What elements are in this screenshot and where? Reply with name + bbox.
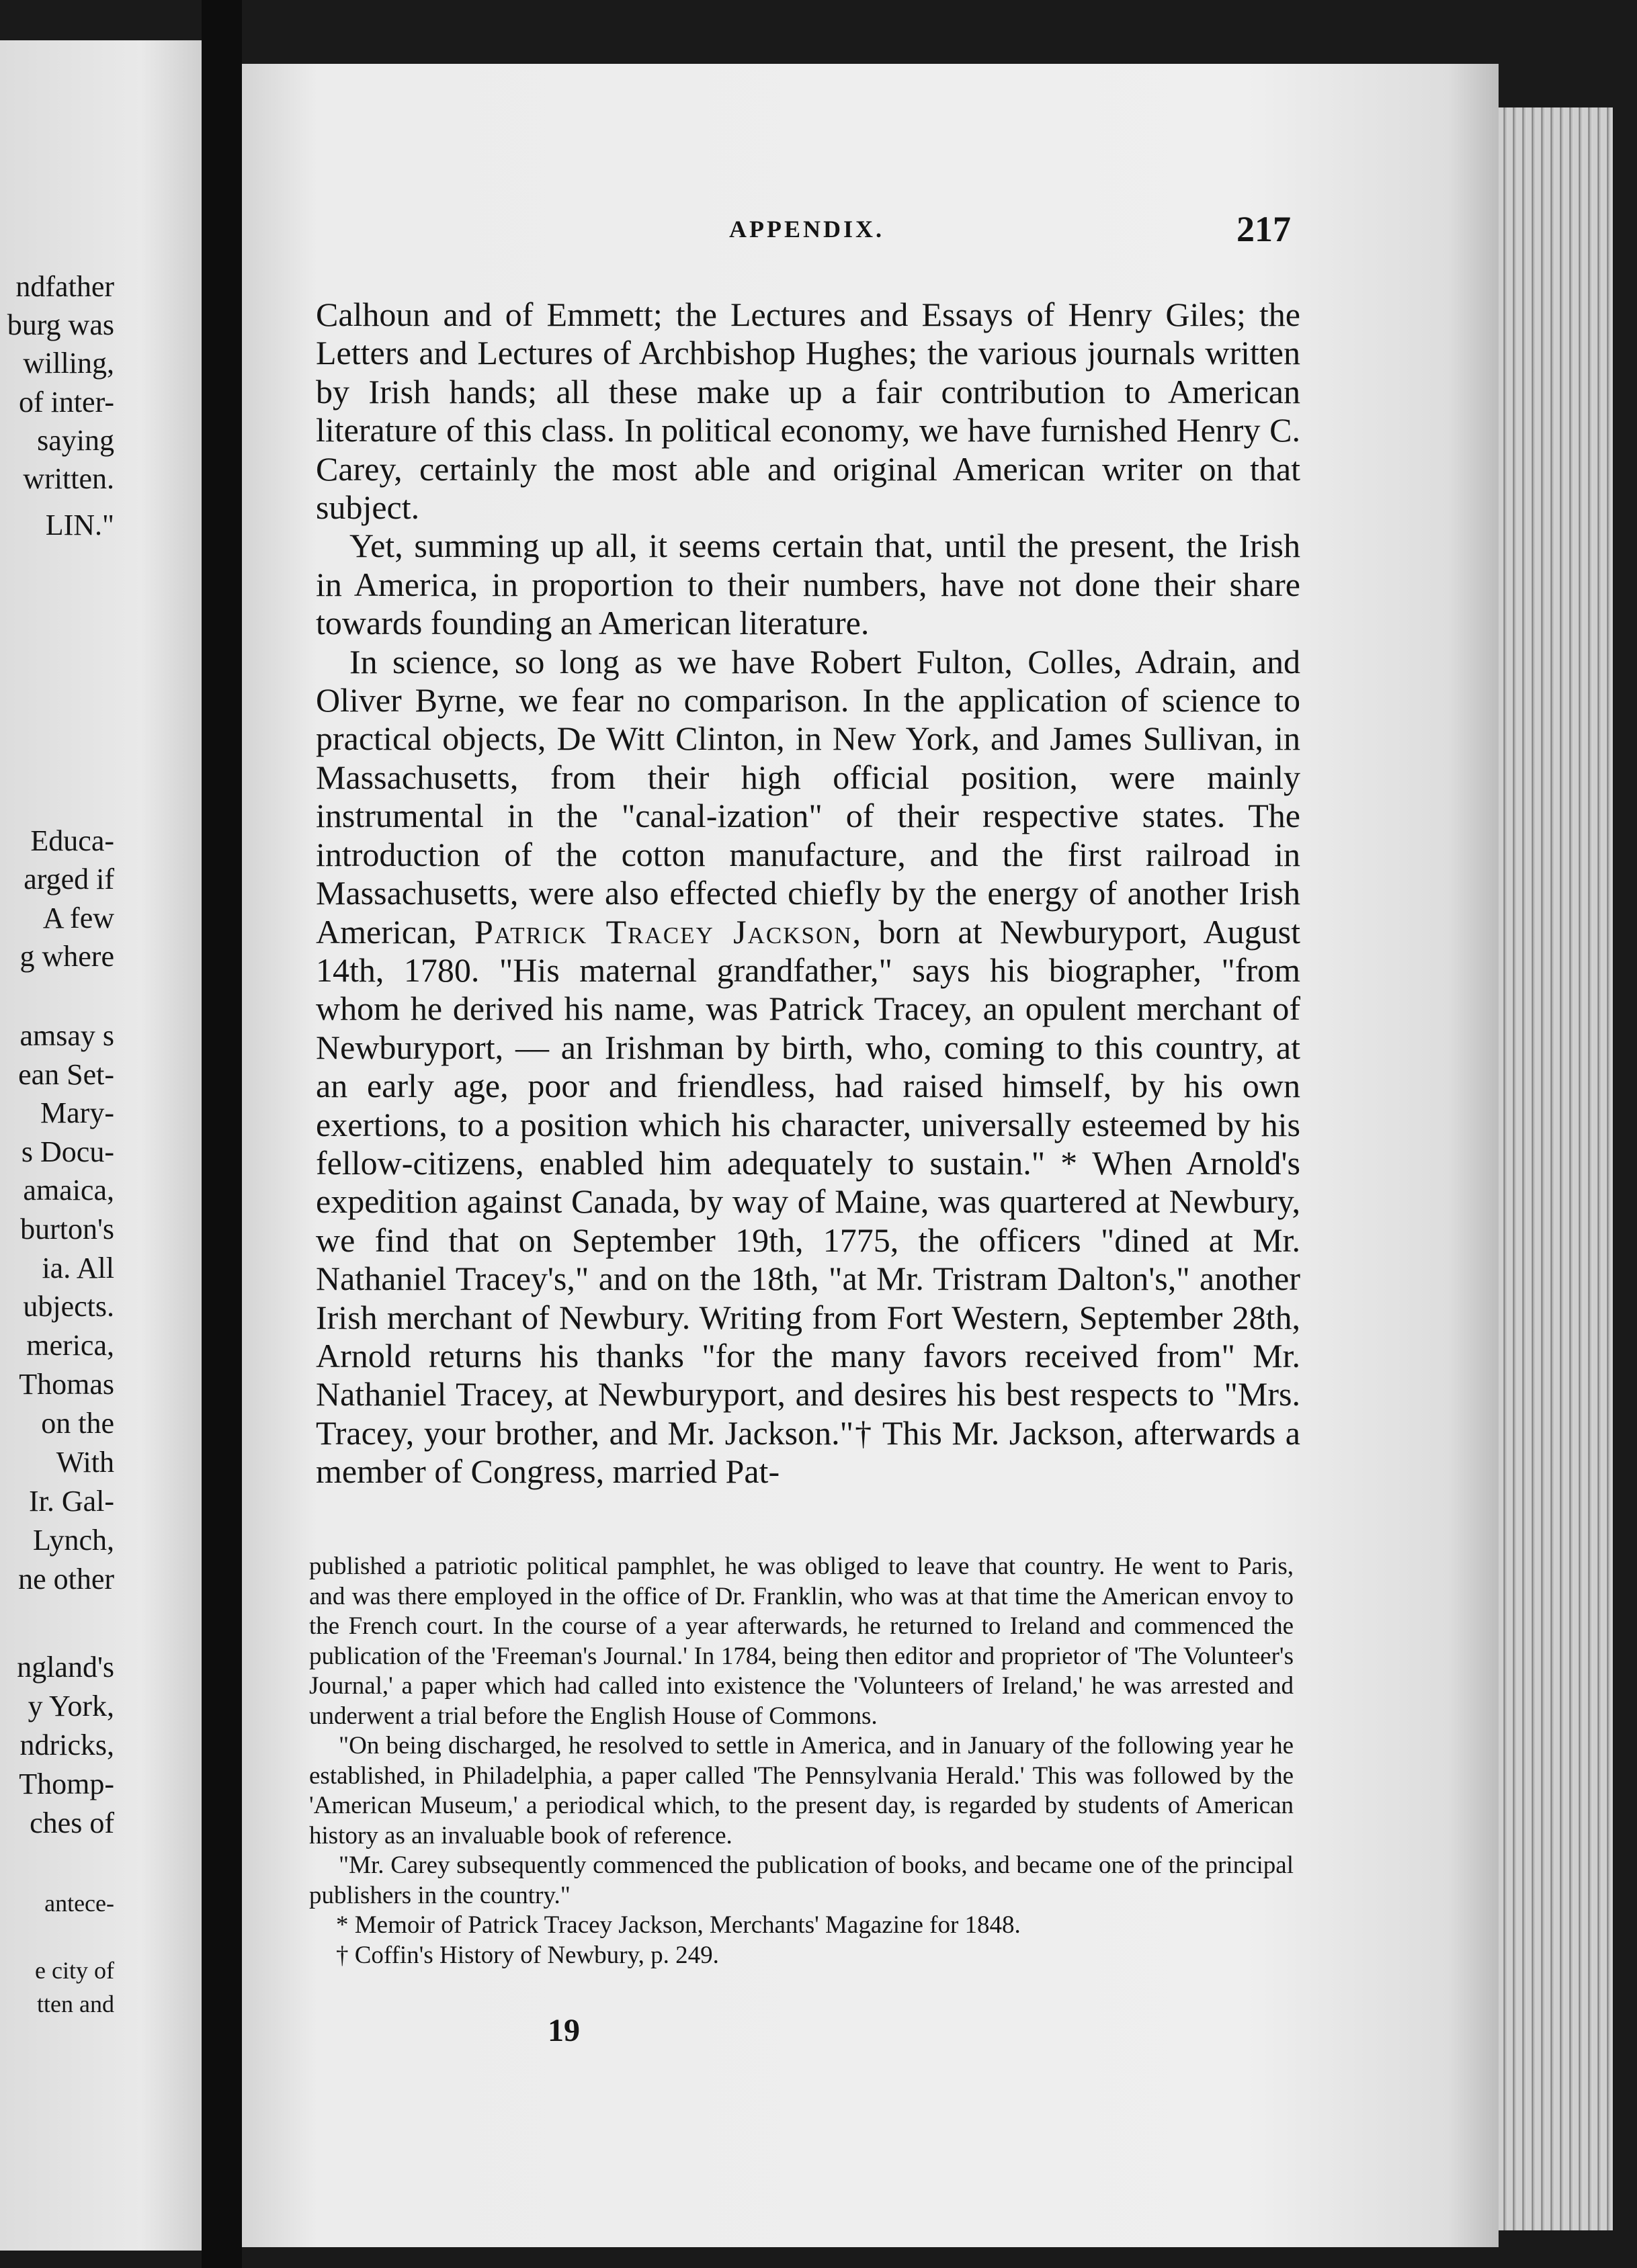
person-name-small-caps: Patrick Tracey Jackson: [474, 912, 853, 951]
facing-page-line-fragment: ches of: [30, 1806, 114, 1839]
facing-page-line-fragment: Educa-: [30, 824, 114, 857]
facing-page-line-fragment: Mary-: [40, 1096, 114, 1129]
facing-page-line-fragment: ia. All: [42, 1252, 114, 1284]
footnote-star: * Memoir of Patrick Tracey Jackson, Merchants' Magazine for 1848.: [336, 1911, 1021, 1939]
facing-page-line-fragment: written.: [23, 462, 114, 495]
page-edges: [1499, 107, 1613, 2230]
facing-page-line-fragment: Lynch,: [33, 1524, 114, 1557]
facing-page-line-fragment: amsay s: [19, 1019, 114, 1052]
facing-page-line-fragment: ngland's: [17, 1651, 114, 1684]
facing-page-line-fragment: LIN.": [45, 509, 114, 541]
body-paragraph-continuation: , born at Newburyport, August 14th, 1780. "His maternal grandfather," says his biographer, "from whom he derived his name, was Patrick Tracey, an opulent merchant of Newburyport, — an Irishman by birth, who, coming to this country, at an early age, poor and friendless, had raised himself, by his own exertions, to a position which his character, universally esteemed by his fellow-citizens, enabled him adequately to sustain." * When Arnold's expedition against Canada, by way of Maine, was quartered at Newbury, we find that on September 19th, 1775, the officers "dined at Mr. Nathaniel Tracey's," and on the 18th, "at Mr. Tristram Dalton's," another Irish merchant of Newbury. Writing from Fort Western, September 28th, Arnold returns his thanks "for the many favors received from" Mr. Nathaniel Tracey, at Newburyport, and desires his best respects to "Mrs. Tracey, your brother, and Mr. Jackson."† This Mr. Jackson, afterwards a member of Congress, married Pat-: [316, 912, 1300, 1491]
footnote-paragraph: published a patriotic political pamphlet, he was obliged to leave that country. He went to Paris, and was there employed in the office of Dr. Franklin, who was at that time the American envoy to the French court. In the course of a year afterwards, he returned to Ireland and commenced the publication of the 'Freeman's Journal.' In 1784, being then editor and proprietor of 'The Volunteer's Journal,' a paper which had called into existence the 'Volunteers of Ireland,' he was arrested and underwent a trial before the English House of Commons.: [309, 1553, 1294, 1730]
facing-page-line-fragment: tten and: [37, 1991, 114, 2017]
body-paragraph: Yet, summing up all, it seems certain that, until the present, the Irish in America, in proportion to their numbers, have not done their share towards founding an American literature.: [316, 527, 1300, 642]
running-head: APPENDIX.: [729, 216, 884, 243]
facing-page-line-fragment: g where: [19, 940, 114, 973]
body-paragraph: Calhoun and of Emmett; the Lectures and Essays of Henry Giles; the Letters and Lectures of Archbishop Hughes; the various journals written by Irish hands; all these make up a fair contribution to American literature of this class. In political economy, we have furnished Henry C. Carey, certainly the most able and original American writer on that subject.: [316, 296, 1300, 527]
facing-page-line-fragment: amaica,: [23, 1174, 114, 1207]
facing-page-line-fragment: willing,: [23, 347, 114, 380]
body-text: [316, 296, 1300, 1491]
footnote-paragraph: "On being discharged, he resolved to settle in America, and in January of the following year he established, in Philadelphia, a paper called 'The Pennsylvania Herald.' This was followed by the 'American Museum,' a periodical which, to the present day, is regarded by students of American history as an invaluable book of reference.: [309, 1732, 1294, 1849]
footnote-paragraph: "Mr. Carey subsequently commenced the publication of books, and became one of the principal publishers in the country.": [309, 1851, 1294, 1909]
facing-page-line-fragment: Ir. Gal-: [28, 1485, 114, 1518]
facing-page-line-fragment: burton's: [20, 1213, 114, 1246]
body-paragraph: [316, 643, 1300, 1491]
facing-page-line-fragment: arged if: [24, 863, 114, 896]
facing-page-line-fragment: ne other: [18, 1563, 114, 1596]
facing-page-line-fragment: on the: [41, 1407, 114, 1440]
footnotes: [309, 1552, 1294, 1970]
facing-page-line-fragment: burg was: [7, 308, 114, 341]
facing-page-line-fragment: y York,: [28, 1690, 114, 1722]
facing-page-line-fragment: antece-: [44, 1890, 114, 1917]
facing-page-line-fragment: of inter-: [18, 386, 114, 419]
facing-page-line-fragment: ndricks,: [19, 1729, 114, 1761]
facing-page-line-fragment: ean Set-: [18, 1058, 114, 1091]
facing-page-line-fragment: s Docu-: [21, 1135, 114, 1168]
book-gutter: [202, 0, 242, 2268]
page-number: 217: [1236, 209, 1291, 249]
facing-page-line-fragment: Thomas: [19, 1368, 114, 1401]
facing-page-line-fragment: With: [56, 1446, 114, 1479]
facing-page: [0, 40, 202, 2251]
facing-page-line-fragment: merica,: [26, 1329, 114, 1362]
signature-mark: 19: [548, 2013, 580, 2048]
facing-page-line-fragment: ndfather: [15, 270, 114, 303]
footnote-dagger: † Coffin's History of Newbury, p. 249.: [336, 1941, 719, 1969]
facing-page-line-fragment: saying: [37, 424, 114, 457]
facing-page-line-fragment: Thomp-: [19, 1768, 114, 1800]
facing-page-line-fragment: A few: [42, 902, 114, 934]
body-paragraph-text: In science, so long as we have Robert Fulton, Colles, Adrain, and Oliver Byrne, we fear no comparison. In the application of science to practical objects, De Witt Clinton, in New York, and James Sullivan, in Massachusetts, from their high official position, were mainly instrumental in the "canal-ization" of their respective states. The introduction of the cotton manufacture, and the first railroad in Massachusetts, were also effected chiefly by the energy of another Irish American,: [316, 642, 1300, 951]
facing-page-line-fragment: e city of: [35, 1957, 114, 1984]
facing-page-line-fragment: ubjects.: [23, 1290, 114, 1323]
